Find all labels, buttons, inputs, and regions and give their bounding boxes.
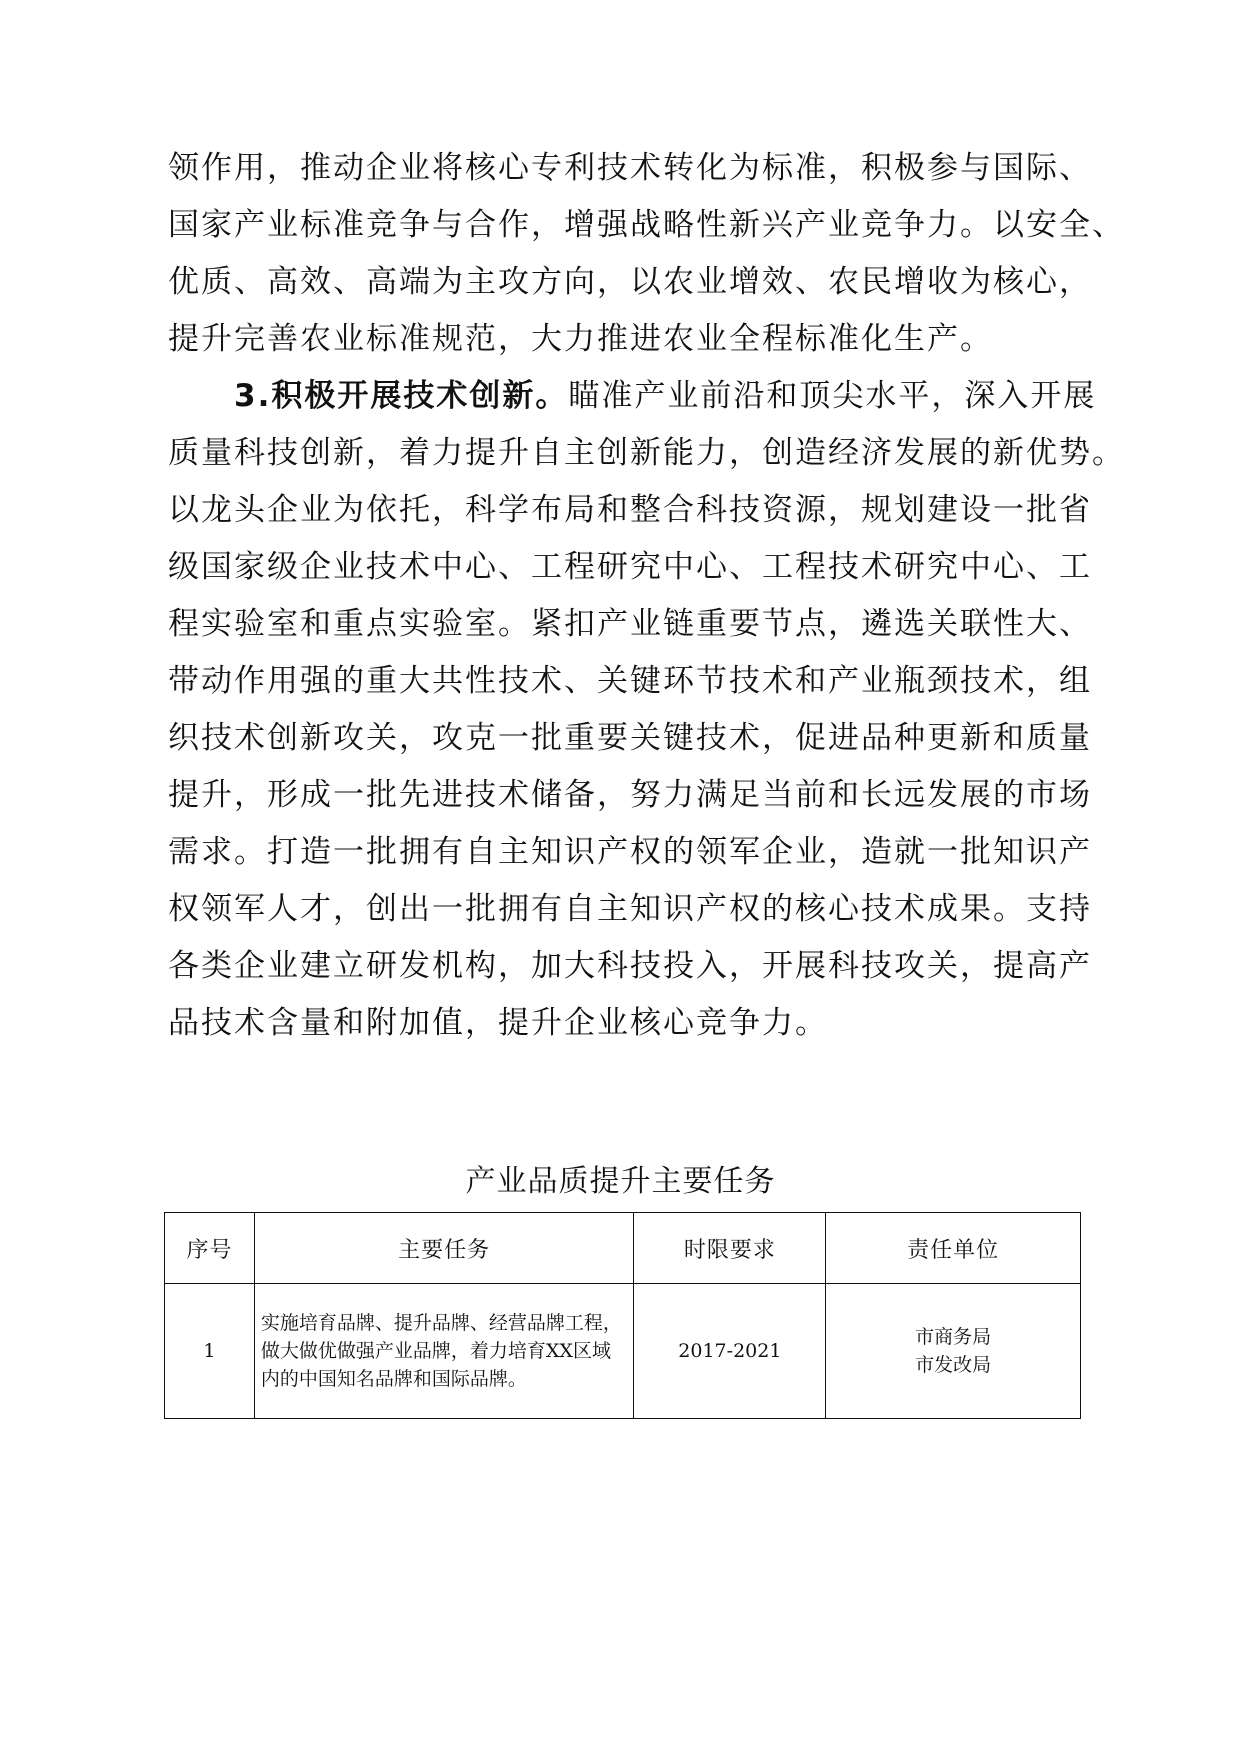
section3-line-5: 带动作用强的重大共性技术、关键环节技术和产业瓶颈技术，组 [168, 663, 1092, 699]
cell-no: 1 [165, 1284, 255, 1419]
section3-line-9: 权领军人才，创出一批拥有自主知识产权的核心技术成果。支持 [168, 891, 1092, 927]
cell-task: 实施培育品牌、提升品牌、经营品牌工程，做大做优做强产业品牌，着力培育XX区域内的中国知名品牌和国际品牌。 [254, 1284, 634, 1419]
body-line-4: 提升完善农业标准规范，大力推进农业全程标准化生产。 [168, 321, 993, 357]
section3-line-3: 级国家级企业技术中心、工程研究中心、工程技术研究中心、工 [168, 549, 1092, 585]
section3-line-6: 织技术创新攻关，攻克一批重要关键技术，促进品种更新和质量 [168, 720, 1092, 756]
section3-line-1: 质量科技创新，着力提升自主创新能力，创造经济发展的新优势。 [168, 435, 1125, 471]
section3-line-7: 提升，形成一批先进技术储备，努力满足当前和长远发展的市场 [168, 777, 1092, 813]
body-line-3: 优质、高效、高端为主攻方向，以农业增效、农民增收为核心， [168, 264, 1092, 300]
unit-line-2: 市发改局 [915, 1354, 992, 1376]
header-unit: 责任单位 [826, 1213, 1081, 1284]
tasks-table [164, 1212, 1081, 1419]
cell-deadline: 2017-2021 [634, 1284, 826, 1419]
section3-first-line [234, 376, 1096, 416]
table-title: 产业品质提升主要任务 [465, 1164, 776, 1199]
body-line-1: 领作用，推动企业将核心专利技术转化为标准，积极参与国际、 [168, 150, 1092, 186]
table-header-row [165, 1213, 1081, 1284]
section3-line-11: 品技术含量和附加值，提升企业核心竞争力。 [168, 1005, 828, 1041]
header-deadline: 时限要求 [634, 1213, 826, 1284]
cell-unit [826, 1284, 1081, 1419]
body-line-2: 国家产业标准竞争与合作，增强战略性新兴产业竞争力。以安全、 [168, 207, 1125, 243]
section3-line-10: 各类企业建立研发机构，加大科技投入，开展科技攻关，提高产 [168, 948, 1092, 984]
unit-line-1: 市商务局 [915, 1326, 992, 1348]
table-row [165, 1284, 1081, 1419]
section3-first-line-text: 瞄准产业前沿和顶尖水平，深入开展 [568, 378, 1097, 414]
section3-line-4: 程实验室和重点实验室。紧扣产业链重要节点，遴选关联性大、 [168, 606, 1092, 642]
section3-line-8: 需求。打造一批拥有自主知识产权的领军企业，造就一批知识产 [168, 834, 1092, 870]
section3-line-2: 以龙头企业为依托，科学布局和整合科技资源，规划建设一批省 [168, 492, 1092, 528]
header-task: 主要任务 [254, 1213, 634, 1284]
header-no: 序号 [165, 1213, 255, 1284]
section3-heading: 3.积极开展技术创新。 [234, 378, 569, 414]
